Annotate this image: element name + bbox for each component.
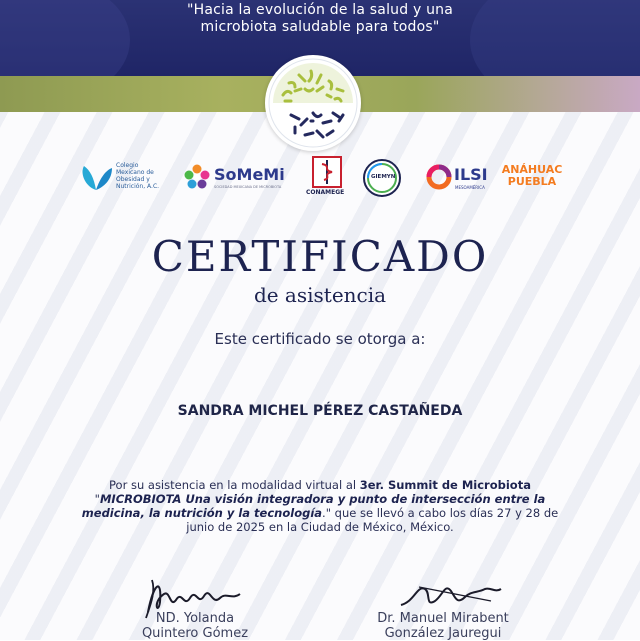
flower-icon — [182, 162, 212, 192]
microbiota-emblem — [265, 55, 361, 151]
quote-mark: " — [94, 492, 100, 506]
body-text: ." que se llevó a cabo los días 27 y 28 de junio de 2025 en la Ciudad de México, México. — [186, 506, 559, 534]
body-text: Por su asistencia en la modalidad virtual al — [109, 478, 360, 492]
logo-anahuac-text: ANÁHUAC — [501, 163, 563, 176]
microbiota-emblem-graphic — [265, 55, 361, 151]
logo-colegio-text: Mexicano de — [116, 169, 154, 176]
logo-conamege-name: CONAMEGE — [306, 189, 345, 196]
certificate-body — [70, 478, 570, 534]
logo-ilsi-name: ILSI — [454, 165, 488, 184]
signer-left-name-line: ND. Yolanda — [155, 611, 235, 626]
signer-right-name-line: González Jauregui — [384, 626, 502, 641]
signature-left — [120, 611, 270, 641]
logo-anahuac-puebla — [500, 156, 568, 200]
certificate-subtitle: de asistencia — [253, 283, 387, 307]
partner-logos — [70, 156, 570, 200]
butterfly-icon — [78, 160, 114, 196]
signature-right-image — [395, 575, 505, 615]
logo-colegio-text: Colegio — [116, 162, 139, 169]
event-name: 3er. Summit de Microbiota — [359, 478, 531, 492]
slogan-line: microbiota saludable para todos" — [200, 19, 440, 35]
signature-right — [358, 611, 528, 641]
header-slogan — [0, 2, 640, 36]
grant-line: Este certificado se otorga a: — [214, 330, 426, 348]
certificate-title: CERTIFICADO — [151, 232, 489, 281]
logo-ilsi-tagline: MESOAMÉRICA — [455, 185, 485, 190]
logo-colegio-text: Nutrición, A.C. — [116, 183, 160, 190]
logo-colegio-text: Obesidad y — [116, 176, 150, 183]
logo-anahuac-text: PUEBLA — [507, 175, 557, 188]
logo-giemyn — [362, 156, 406, 200]
logo-somemi — [182, 156, 286, 200]
ilsi-ring-icon — [426, 164, 452, 190]
caduceus-icon — [312, 156, 342, 188]
recipient-name: SANDRA MICHEL PÉREZ CASTAÑEDA — [177, 403, 463, 419]
logo-colegio-mexicano — [78, 156, 178, 200]
logo-ilsi — [426, 156, 490, 200]
signer-right-name-line: Dr. Manuel Mirabent — [377, 611, 509, 626]
signer-left-name-line: Quintero Gómez — [141, 626, 249, 641]
slogan-line: "Hacia la evolución de la salud y una — [186, 2, 454, 18]
event-theme: MICROBIOTA Una visión integradora y punto de intersección entre la medicina, la nutrición y la tecnología — [81, 492, 546, 520]
logo-somemi-name: SoMeMi — [214, 165, 285, 184]
logo-giemyn-name: GIEMYN — [371, 174, 396, 180]
logo-somemi-tagline: SOCIEDAD MEXICANA DE MICROBIOTA — [214, 185, 282, 189]
logo-conamege — [306, 156, 348, 200]
